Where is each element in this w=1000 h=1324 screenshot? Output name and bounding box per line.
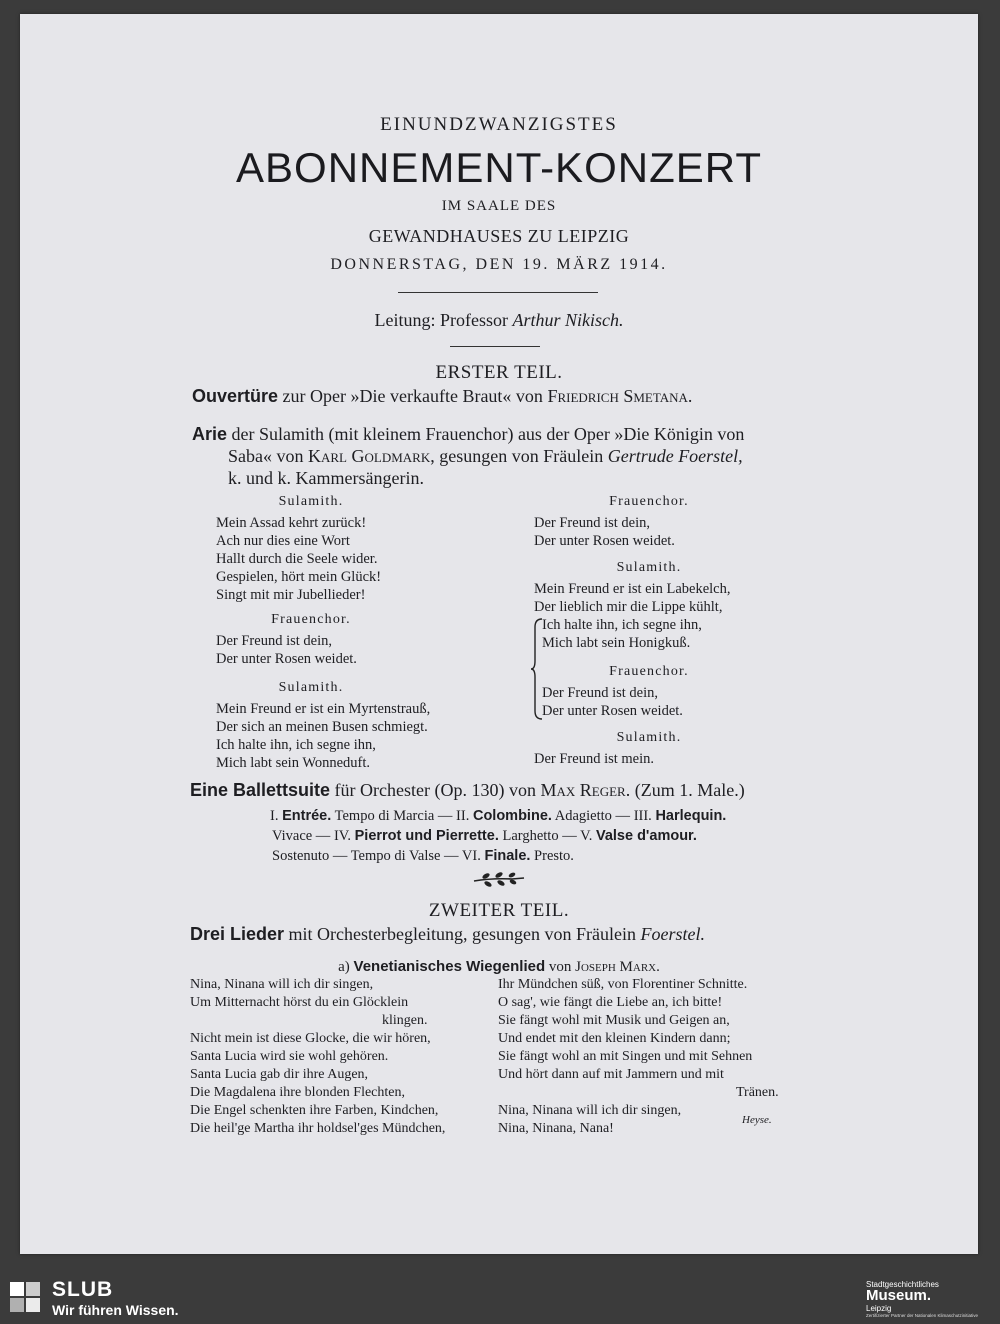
movement-tempo: Tempo di Marcia —: [334, 808, 453, 824]
slub-name: SLUB: [52, 1278, 114, 1301]
item-ouverture: [192, 386, 692, 407]
movement-number: V.: [580, 828, 593, 844]
item-arie-line-1: [192, 424, 744, 445]
lyric-line: Sie fängt wohl an mit Singen und mit Sehnen: [498, 1049, 753, 1064]
ornament-sprig-icon: [472, 870, 528, 888]
lyric-line: Santa Lucia gab dir ihre Augen,: [190, 1067, 369, 1082]
arie-text: der Sulamith (mit kleinem Frauenchor) aus der Oper »Die Königin von: [231, 424, 745, 444]
lyric-speaker: Frauenchor.: [609, 664, 689, 679]
lyric-line: Ach nur dies eine Wort: [216, 533, 350, 549]
lyric-line: Der Freund ist dein,: [216, 633, 332, 649]
song-a-title: Venetianisches Wiegenlied: [353, 958, 546, 975]
arie-title: Arie: [192, 424, 228, 444]
lyric-line: Und endet mit den kleinen Kindern dann;: [498, 1031, 731, 1046]
header-line-4: GEWANDHAUSES ZU LEIPZIG: [368, 226, 630, 246]
item-arie-line-2: [228, 446, 743, 467]
lyric-speaker: Frauenchor.: [271, 612, 351, 627]
movement-number: I.: [270, 808, 279, 824]
lyric-line: Der unter Rosen weidet.: [534, 533, 675, 549]
movement-number: VI.: [461, 848, 481, 864]
movement-tempo: Sostenuto — Tempo di Valse —: [272, 848, 459, 864]
lyric-stanza: [534, 580, 731, 652]
arie-composer: Karl Goldmark,: [308, 446, 435, 466]
lyric-line: Und hört dann auf mit Jammern und mit: [498, 1067, 724, 1082]
lyric-line: Der Freund ist dein,: [542, 685, 658, 701]
movement-name: Colombine.: [472, 808, 552, 824]
divider-rule: [398, 292, 598, 293]
song-a-prefix: a): [338, 959, 350, 975]
concert-date: DONNERSTAG, DEN 19. MÄRZ 1914.: [330, 256, 668, 273]
movement-name: Valse d'amour.: [595, 828, 697, 844]
song-a-title-line: [20, 958, 978, 976]
conductor-name: Arthur Nikisch.: [512, 310, 624, 330]
movement-tempo: Presto.: [534, 848, 574, 864]
arie-line2-a: Saba« von: [228, 446, 304, 466]
part-one-heading: ERSTER TEIL.: [435, 362, 563, 383]
movement-tempo: Vivace —: [272, 828, 331, 844]
lyric-stanza: [542, 684, 683, 720]
lyric-stanza: [534, 514, 675, 550]
lyric-line: Ich halte ihn, ich segne ihn,: [216, 737, 376, 753]
header-line-1: EINUNDZWANZIGSTES: [380, 114, 618, 135]
lyric-line: Nicht mein ist diese Glocke, die wir hören,: [190, 1031, 431, 1046]
song-a-lyrics-left: [190, 976, 445, 1138]
movements-line-1: [270, 806, 726, 826]
lyric-line: Singt mit mir Jubellieder!: [216, 587, 366, 603]
lyric-stanza: [534, 750, 654, 768]
lyric-stanza: [216, 514, 381, 604]
lyric-line: Die Engel schenkten ihre Farben, Kindchen,: [190, 1103, 439, 1118]
movement-name: Harlequin.: [655, 808, 727, 824]
ouverture-text: zur Oper »Die verkaufte Braut« von: [282, 386, 543, 406]
movement-tempo: Larghetto —: [502, 828, 577, 844]
lyric-line: klingen.: [382, 1013, 428, 1028]
lyric-line: Santa Lucia wird sie wohl gehören.: [190, 1049, 389, 1064]
ouverture-title: Ouvertüre: [192, 386, 279, 406]
ouverture-composer: Friedrich Smetana.: [547, 386, 693, 406]
lieder-singer: Foerstel.: [640, 924, 705, 944]
movement-name: Finale.: [484, 848, 531, 864]
song-a-composer: Joseph Marx.: [575, 959, 660, 975]
movement-number: IV.: [333, 828, 351, 844]
movement-name: Entrée.: [282, 808, 332, 824]
lyric-line: Um Mitternacht hörst du ein Glöcklein: [190, 995, 409, 1010]
movements-line-3: [270, 846, 726, 866]
lyric-line: Mich labt sein Wonneduft.: [216, 755, 371, 771]
lyric-line: Nina, Ninana will ich dir singen,: [190, 977, 374, 992]
movement-name: Pierrot und Pierrette.: [354, 828, 499, 844]
museum-subtitle: Stadtgeschichtliches: [866, 1280, 939, 1289]
item-drei-lieder: [190, 924, 705, 945]
lyric-speaker: Frauenchor.: [609, 494, 689, 509]
lyric-line: Ich halte ihn, ich segne ihn,: [542, 617, 702, 633]
lyric-line: Ihr Mündchen süß, von Florentiner Schnitte.: [498, 977, 748, 992]
divider-rule-short: [450, 346, 540, 347]
lyric-line: Nina, Ninana will ich dir singen,: [498, 1103, 682, 1118]
lieder-title: Drei Lieder: [190, 924, 285, 944]
slub-tagline: Wir führen Wissen.: [52, 1302, 179, 1318]
header-line-3: IM SAALE DES: [441, 198, 557, 214]
lyric-stanza: [216, 700, 430, 772]
lyric-line: Nina, Ninana, Nana!: [498, 1121, 614, 1136]
arie-singer: Gertrude Foerstel,: [607, 446, 743, 466]
ballett-note: (Zum 1. Male.): [634, 780, 745, 800]
song-a-by: von: [548, 959, 572, 975]
item-ballettsuite: [190, 780, 745, 801]
museum-name: Museum.: [866, 1287, 932, 1304]
conductor-label: Leitung: Professor: [374, 310, 508, 330]
lyric-line: Mein Freund er ist ein Myrtenstrauß,: [216, 701, 431, 717]
lyric-speaker: Sulamith.: [616, 560, 682, 575]
song-a-lyrics-right: [498, 976, 779, 1138]
lyric-line: Der Freund ist mein.: [534, 751, 655, 767]
concert-program-page: [20, 14, 978, 1254]
poet-name: Heyse.: [742, 1114, 772, 1126]
lyric-line: Der unter Rosen weidet.: [216, 651, 357, 667]
lyric-line: Mein Freund er ist ein Labekelch,: [534, 581, 731, 597]
lyric-line: Der sich an meinen Busen schmiegt.: [216, 719, 428, 735]
movement-number: II.: [456, 808, 470, 824]
movements-line-2: [270, 826, 726, 846]
ballett-composer: Max Reger.: [540, 780, 631, 800]
page-title: ABONNEMENT-KONZERT: [236, 144, 762, 191]
lyric-line: Tränen.: [736, 1085, 779, 1100]
lyric-line: O sag', wie fängt die Liebe an, ich bitte!: [498, 995, 723, 1010]
lyric-line: Der Freund ist dein,: [534, 515, 650, 531]
lyric-line: Mich labt sein Honigkuß.: [542, 635, 691, 651]
lyric-line: Hallt durch die Seele wider.: [216, 551, 378, 567]
ballett-movements: [270, 806, 726, 866]
lyric-speaker: Sulamith.: [278, 680, 344, 695]
conductor-line: [20, 310, 978, 331]
lyric-line: Gespielen, hört mein Glück!: [216, 569, 382, 585]
lieder-text: mit Orchesterbegleitung, gesungen von Fräulein: [288, 924, 636, 944]
footer-bar: [0, 1274, 1000, 1324]
part-two-heading: ZWEITER TEIL.: [428, 900, 570, 921]
slub-logo-icon: [8, 1280, 42, 1318]
item-arie-line-3: k. und k. Kammersängerin.: [228, 468, 424, 488]
movement-tempo: Adagietto —: [554, 808, 631, 824]
movement-number: III.: [633, 808, 652, 824]
lyric-line: Die heil'ge Martha ihr holdsel'ges Mündchen,: [190, 1121, 446, 1136]
lyric-line: Die Magdalena ihre blonden Flechten,: [190, 1085, 405, 1100]
museum-note: Zertifizierter Partner der Nationalen Klimaschutzinitiative: [866, 1313, 979, 1318]
lyric-line: Mein Assad kehrt zurück!: [216, 515, 367, 531]
ballett-title: Eine Ballettsuite: [190, 780, 331, 800]
lyric-speaker: Sulamith.: [278, 494, 344, 509]
ballett-text: für Orchester (Op. 130) von: [334, 780, 536, 800]
lyric-line: Der unter Rosen weidet.: [542, 703, 683, 719]
museum-city: Leipzig: [866, 1304, 892, 1313]
arie-line2-b: gesungen von Fräulein: [439, 446, 604, 466]
lyric-line: Der lieblich mir die Lippe kühlt,: [534, 599, 723, 615]
lyric-speaker: Sulamith.: [616, 730, 682, 745]
lyric-line: Sie fängt wohl mit Musik und Geigen an,: [498, 1013, 730, 1028]
lyric-stanza: [216, 632, 357, 668]
